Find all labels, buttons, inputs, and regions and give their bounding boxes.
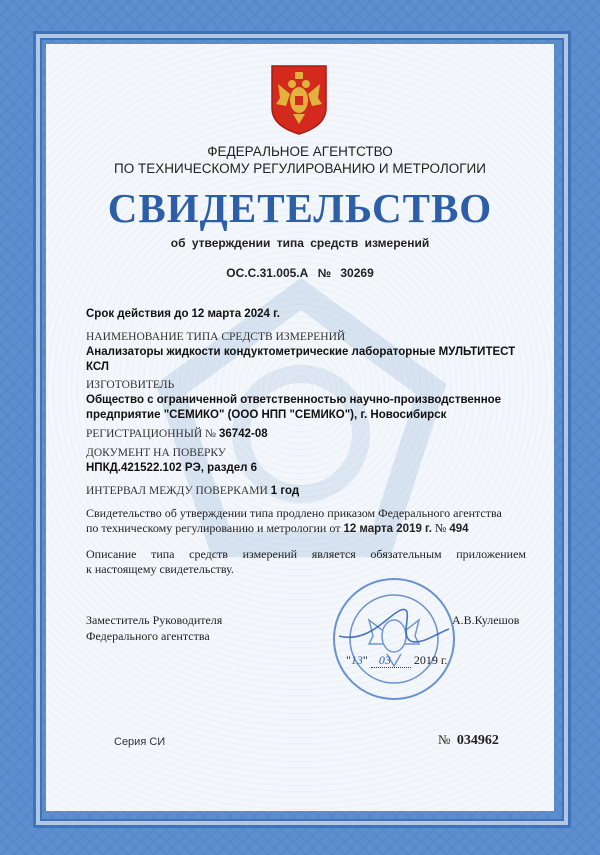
validity-label: Срок действия до — [86, 308, 189, 320]
number-sign: № — [317, 266, 332, 280]
extension-line2 — [86, 521, 526, 537]
coat-of-arms-icon — [268, 64, 330, 136]
interval-value: 1 год — [270, 485, 300, 497]
order-date: 12 марта 2019 г. — [343, 523, 432, 535]
signature-date-day: 13 — [350, 653, 363, 667]
certificate-number — [46, 266, 554, 280]
instrument-type-field — [86, 330, 526, 375]
registration-value: 36742-08 — [219, 428, 268, 440]
description-line2: к настоящему свидетельству. — [86, 562, 234, 576]
signature-date-year: 2019 г. — [413, 653, 448, 667]
interval-label: ИНТЕРВАЛ МЕЖДУ ПОВЕРКАМИ — [86, 485, 268, 497]
interval-field — [86, 483, 526, 499]
validity-date: 12 марта 2024 г. — [191, 308, 280, 320]
certificate-sheet — [46, 44, 554, 811]
manufacturer-label: ИЗГОТОВИТЕЛЬ — [86, 379, 175, 391]
verification-doc-field — [86, 446, 526, 476]
extension-line2-prefix: по техническому регулированию и метрологии от — [86, 521, 341, 535]
official-stamp-icon — [329, 574, 459, 704]
signatory-position — [86, 612, 222, 644]
manufacturer-field — [86, 378, 526, 423]
serial-number-value: 034962 — [456, 733, 499, 748]
manufacturer-value-line2: предприятие "СЕМИКО" (ООО НПП "СЕМИКО"), г. Новосибирск — [86, 409, 447, 421]
verification-doc-label: ДОКУМЕНТ НА ПОВЕРКУ — [86, 447, 226, 459]
instrument-type-value-line1: Анализаторы жидкости кондуктометрические лабораторные МУЛЬТИТЕСТ — [86, 346, 516, 358]
signature-date-month: 03 — [371, 653, 411, 668]
registration-label: РЕГИСТРАЦИОННЫЙ № — [86, 428, 217, 440]
certificate-subtitle: об утверждении типа средств измерений — [170, 236, 430, 250]
extension-line1: Свидетельство об утверждении типа продлено приказом Федерального агентства — [86, 506, 502, 520]
order-number-sign: № — [434, 521, 447, 535]
agency-name-line1: ФЕДЕРАЛЬНОЕ АГЕНТСТВО — [207, 144, 393, 159]
manufacturer-value-line1: Общество с ограниченной ответственностью научно-производственное — [86, 394, 502, 406]
registration-field — [86, 426, 526, 442]
description-line1: Описание типа средств измерений является обязательным приложением — [86, 547, 526, 561]
validity-field — [86, 306, 526, 322]
order-number: 494 — [449, 523, 469, 535]
instrument-type-label: НАИМЕНОВАНИЕ ТИПА СРЕДСТВ ИЗМЕРЕНИЙ — [86, 331, 346, 343]
verification-doc-value: НПКД.421522.102 РЭ, раздел 6 — [86, 462, 258, 474]
certificate-number-value: 30269 — [340, 266, 374, 280]
signatory-position-line2: Федерального агентства — [86, 629, 210, 643]
certificate-title: СВИДЕТЕЛЬСТВО — [107, 185, 493, 231]
certificate-code: ОС.С.31.005.А — [226, 266, 309, 280]
extension-paragraph — [86, 506, 526, 537]
signatory-name: А.В.Кулешов — [452, 613, 520, 627]
signature-date: "13" 03 2019 г. — [346, 653, 448, 667]
signatory-position-line1: Заместитель Руководителя — [86, 613, 223, 627]
description-paragraph — [86, 547, 526, 577]
series-label: Серия СИ — [114, 736, 166, 748]
serial-number-sign: № — [438, 732, 451, 747]
serial-number — [438, 732, 499, 749]
agency-name-line2: ПО ТЕХНИЧЕСКОМУ РЕГУЛИРОВАНИЮ И МЕТРОЛОГИИ — [114, 161, 486, 176]
instrument-type-value-line2: КСЛ — [86, 361, 109, 373]
